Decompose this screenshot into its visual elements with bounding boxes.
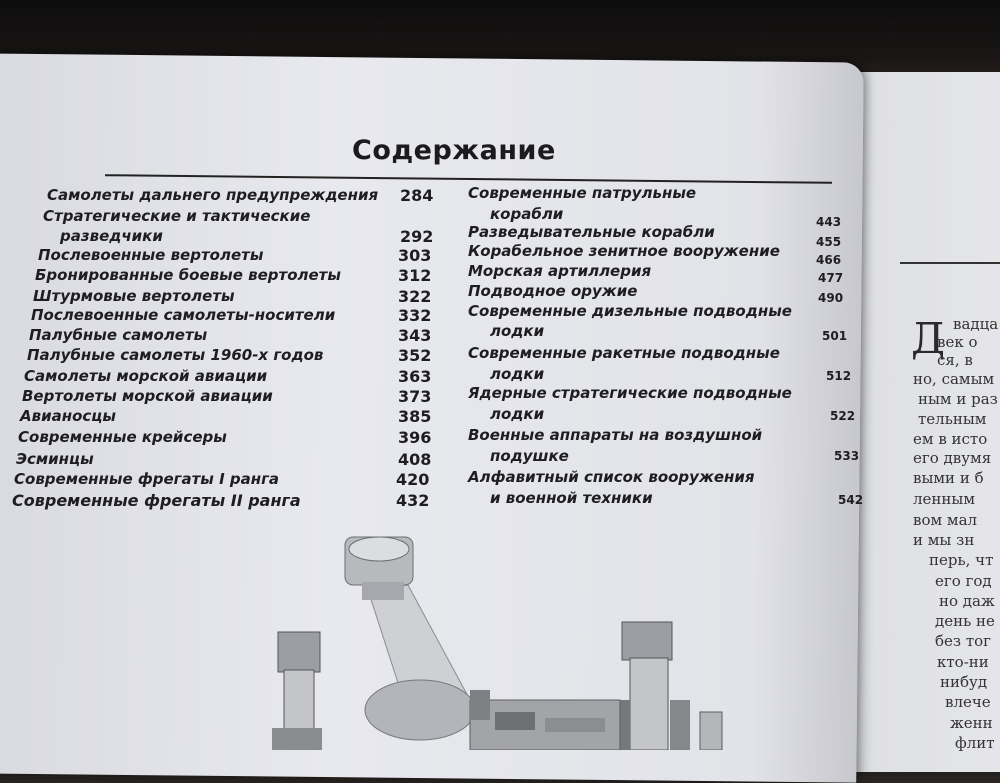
toc-entry-label: Современные крейсеры	[18, 428, 227, 446]
toc-entry-label: Послевоенные самолеты-носители	[31, 306, 336, 324]
toc-entry-label: подушке	[490, 447, 569, 465]
toc-entry-label: Разведывательные корабли	[468, 223, 715, 241]
toc-entry-page: 352	[398, 346, 432, 365]
next-page-line: без тог	[935, 632, 992, 650]
next-page-line: перь, чт	[929, 551, 994, 569]
toc-entry-page: 443	[816, 215, 842, 229]
toc-entry-label: Современные фрегаты II ранга	[12, 491, 301, 510]
next-page-line: кто-ни	[937, 653, 989, 671]
barrel	[345, 537, 475, 740]
next-page-line: вадца	[953, 315, 999, 333]
toc-entry-label: Штурмовые вертолеты	[33, 287, 235, 305]
next-page-line: ем в исто	[913, 430, 988, 448]
toc-entry-label: Самолеты морской авиации	[24, 367, 268, 385]
toc-entry-label: Бронированные боевые вертолеты	[35, 266, 341, 284]
toc-entry-page: 455	[816, 235, 842, 249]
next-page-line: и мы зн	[913, 531, 975, 549]
toc-entry-page: 466	[816, 253, 842, 267]
toc-entry-label: Современные патрульные	[468, 184, 697, 202]
toc-entry-page: 303	[398, 246, 432, 265]
toc-entry-page: 477	[818, 271, 844, 285]
toc-entry-page: 322	[398, 287, 432, 306]
toc-entry-page: 522	[830, 409, 856, 423]
next-page-dropcap: Д	[911, 314, 946, 363]
toc-entry-label: корабли	[490, 205, 564, 223]
toc-entry-page: 363	[398, 367, 432, 386]
toc-entry-label: Корабельное зенитное вооружение	[468, 242, 780, 260]
toc-entry-page: 385	[398, 407, 432, 426]
toc-entry-page: 533	[834, 449, 860, 463]
next-page-line: его двумя	[913, 449, 992, 467]
next-page-line: ся, в	[937, 351, 973, 369]
toc-entry-label: лодки	[490, 365, 545, 383]
toc-entry-label: Вертолеты морской авиации	[22, 387, 273, 405]
toc-entry-page: 332	[398, 306, 432, 325]
toc-entry-label: Ядерные стратегические подводные	[468, 384, 792, 402]
toc-entry-label: лодки	[490, 405, 545, 423]
next-page-line: нибуд	[940, 673, 988, 691]
toc-entry-label: Палубные самолеты	[29, 326, 208, 344]
next-page-line: флит	[955, 734, 995, 752]
toc-entry-page: 542	[838, 493, 864, 507]
toc-entry-page: 408	[398, 450, 432, 469]
next-page-line: тельным	[918, 410, 987, 428]
toc-entry-label: Самолеты дальнего предупреждения	[47, 186, 379, 204]
toc-entry-page: 284	[400, 186, 434, 205]
toc-entry-page: 343	[398, 326, 432, 345]
next-page-line: но, самым	[913, 370, 995, 388]
left-support	[272, 632, 322, 750]
toc-entry-page: 292	[400, 227, 434, 246]
toc-entry-label: и военной техники	[490, 489, 653, 507]
toc-entry-page: 512	[826, 369, 852, 383]
toc-entry-page: 373	[398, 387, 432, 406]
toc-entry-label: Современные дизельные подводные	[468, 302, 792, 320]
toc-entry-label: Современные фрегаты I ранга	[14, 470, 280, 488]
toc-entry-label: Послевоенные вертолеты	[38, 246, 264, 264]
next-page-line: но даж	[939, 592, 995, 610]
next-page-line: день не	[935, 612, 995, 630]
toc-entry-label: Эсминцы	[16, 450, 94, 468]
next-page-line: влече	[945, 693, 991, 711]
toc-entry-label: Стратегические и тактические	[43, 207, 311, 225]
next-page-line: его год	[935, 572, 992, 590]
next-page-line: ленным	[913, 490, 976, 508]
toc-entry-label: Палубные самолеты 1960-х годов	[27, 346, 324, 364]
toc-entry-label: Алфавитный список вооружения	[468, 468, 755, 486]
toc-entry-label: Военные аппараты на воздушной	[468, 426, 763, 444]
toc-entry-page: 312	[398, 266, 432, 285]
next-page-line: выми и б	[913, 469, 984, 487]
toc-entry-page: 490	[818, 291, 844, 305]
toc-entry-page: 432	[396, 491, 430, 510]
toc-entry-page: 420	[396, 470, 430, 489]
next-page-line: вом мал	[913, 511, 978, 529]
page-title: Содержание	[352, 135, 556, 166]
toc-entry-label: лодки	[490, 322, 545, 340]
toc-entry-page: 501	[822, 329, 848, 343]
next-page-line: ным и раз	[918, 390, 998, 408]
toc-entry-label: Подводное оружие	[468, 282, 638, 300]
toc-entry-label: Авианосцы	[20, 407, 116, 425]
next-page-line: женн	[950, 714, 993, 732]
toc-entry-page: 396	[398, 428, 432, 447]
toc-entry-label: Современные ракетные подводные	[468, 344, 780, 362]
toc-entry-label: разведчики	[60, 227, 163, 245]
next-page-line: век о	[937, 333, 978, 351]
toc-entry-label: Морская артиллерия	[468, 262, 652, 280]
